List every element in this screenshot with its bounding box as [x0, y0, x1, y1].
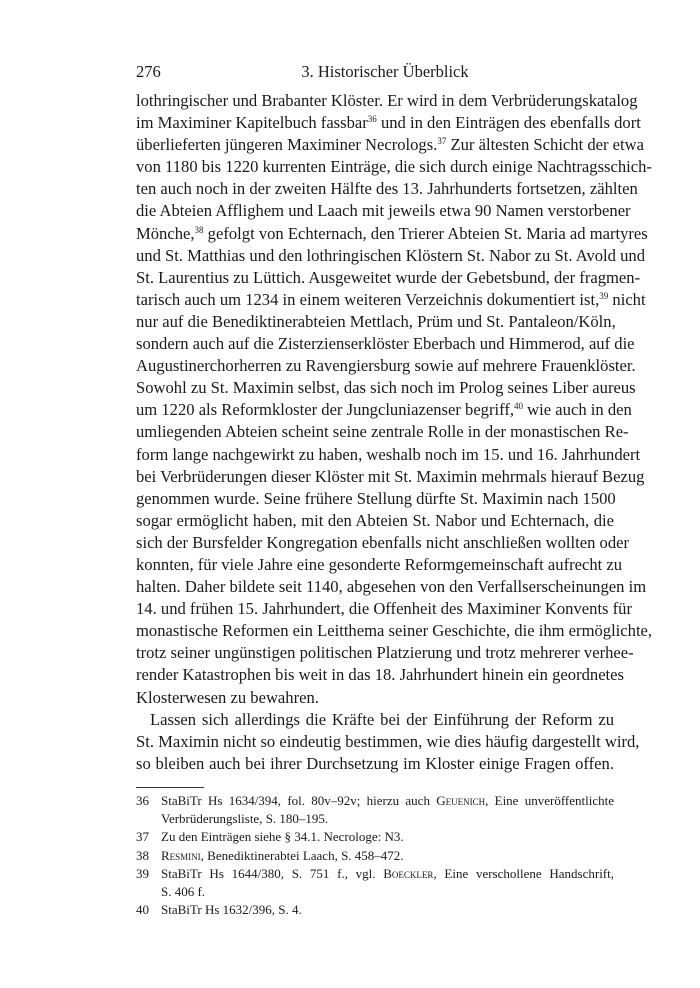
footnote — [136, 792, 614, 828]
text-line: die Abteien Afflighem und Laach mit jeweils etwa 90 Namen verstorbener — [136, 201, 631, 221]
footnote-text: Resmini, Benediktinerabtei Laach, S. 458–472. — [161, 847, 404, 863]
page-number: 276 — [136, 62, 161, 81]
footnote — [136, 828, 614, 846]
author-name: Boeckler — [383, 865, 434, 881]
text-line: überlieferten jüngeren Maximiner Necrologs.$^{37}$ Zur ältesten Schicht der etwa — [136, 135, 645, 155]
author-name: Resmini — [161, 847, 201, 863]
text-line: bei Verbrüderungen dieser Klöster mit St. Maximin mehrmals hierauf Bezug — [136, 466, 645, 486]
footnote-mark: 39 — [599, 290, 609, 301]
footnote-text: Zu den Einträgen siehe § 34.1. Necrologe: N3. — [161, 829, 404, 845]
footnote-number: 39 — [136, 865, 149, 881]
footnote-mark: 36 — [367, 114, 377, 125]
footnote — [136, 865, 614, 901]
text-line: St. Laurentius zu Lüttich. Ausgeweitet wurde der Gebetsbund, der fragmen- — [136, 267, 641, 287]
text-line: konnten, für viele Jahre eine gesonderte Reformgemeinschaft aufrecht zu — [136, 554, 623, 574]
text-line: lothringischer und Brabanter Klöster. Er wird in dem Verbrüderungskatalog — [136, 91, 638, 110]
running-title: 3. Historischer Überblick — [301, 62, 469, 81]
text-line: Sowohl zu St. Maximin selbst, das sich noch im Prolog seines Liber aureus — [136, 378, 636, 398]
footnote — [136, 847, 614, 865]
running-header — [136, 60, 614, 90]
main-text — [136, 90, 653, 775]
text-line: Augustinerchorherren zu Ravengiersburg sowie auf mehrere Frauenklöster. — [136, 356, 636, 376]
text-line: Mönche,$^{38}$ gefolgt von Echternach, den Trierer Abteien St. Maria ad martyres — [136, 223, 648, 243]
footnote-number: 40 — [136, 902, 149, 918]
text-line: Lassen sich allerdings die Kräfte bei der Einführung der Reform zu — [150, 709, 614, 729]
footnote-divider — [136, 787, 204, 788]
text-line: form lange nachgewirkt zu haben, weshalb noch im 15. und 16. Jahrhundert — [136, 444, 641, 464]
footnote — [136, 901, 614, 919]
footnotes — [136, 792, 614, 919]
footnote-text: StaBiTr Hs 1632/396, S. 4. — [161, 902, 302, 918]
footnote-number: 36 — [136, 792, 149, 808]
text-line: sondern auch auf die Zisterzienserklöster Eberbach und Himmerod, auf die — [136, 334, 635, 354]
text-line: umliegenden Abteien scheint seine zentrale Rolle in der monastischen Re- — [136, 422, 629, 442]
text-line: 14. und frühen 15. Jahrhundert, die Offenheit des Maximiner Konvents für — [136, 599, 633, 619]
text-line: St. Maximin nicht so eindeutig bestimmen, wie dies häufig dargestellt wird, — [136, 731, 640, 751]
footnote-number: 38 — [136, 847, 149, 863]
text-line: im Maximiner Kapitelbuch fassbar$^{36}$ und in den Einträgen des ebenfalls dort — [136, 113, 641, 133]
text-line: um 1220 als Reformkloster der Jungcluniazenser begriff,$^{40}$ wie auch in den — [136, 400, 632, 420]
footnote-text: StaBiTr Hs 1634/394, fol. 80v–92v; hierzu auch Geuenich, Eine unveröffentlichte Verbrüderungsliste, S. 180–195. — [161, 792, 614, 827]
text-line: Klosterwesen zu bewahren. — [136, 687, 319, 707]
text-line: sich der Bursfelder Kongregation ebenfalls nicht anschließen wollten oder — [136, 532, 630, 552]
text-line: ten auch noch in der zweiten Hälfte des 13. Jahrhunderts fortsetzen, zählten — [136, 179, 638, 199]
text-line: genommen wurde. Seine frühere Stellung dürfte St. Maximin nach 1500 — [136, 488, 616, 508]
footnote-mark: 37 — [437, 136, 447, 147]
footnote-mark: 38 — [194, 224, 204, 235]
text-line: tarisch auch um 1234 in einem weiteren Verzeichnis dokumentiert ist,$^{39}$ nicht — [136, 289, 646, 309]
text-line: von 1180 bis 1220 kurrenten Einträge, die sich durch einige Nachtragsschich- — [136, 157, 652, 177]
text-line: so bleiben auch bei ihrer Durchsetzung im Kloster einige Fragen offen. — [136, 753, 614, 773]
text-line: halten. Daher bildete seit 1140, abgesehen von den Verfallserscheinungen im — [136, 577, 647, 597]
text-line: trotz seiner ungünstigen politischen Platzierung und trotz mehrerer verhee- — [136, 643, 634, 663]
text-line: und St. Matthias und den lothringischen Klöstern St. Nabor zu St. Avold und — [136, 245, 645, 265]
footnote-mark: 40 — [514, 401, 524, 412]
text-line: nur auf die Benediktinerabteien Mettlach, Prüm und St. Pantaleon/Köln, — [136, 311, 616, 331]
text-line: monastische Reformen ein Leitthema seiner Geschichte, die ihm ermöglichte, — [136, 621, 653, 641]
footnote-text: StaBiTr Hs 1644/380, S. 751 f., vgl. Boeckler, Eine verschollene Handschrift, S. 406 f. — [161, 865, 614, 899]
footnote-number: 37 — [136, 829, 149, 845]
text-line: sogar ermöglicht haben, mit den Abteien St. Nabor und Echternach, die — [136, 510, 614, 530]
author-name: Geuenich — [436, 792, 486, 808]
text-line: render Katastrophen bis weit in das 18. Jahrhundert hinein ein geordnetes — [136, 665, 624, 685]
book-page — [136, 60, 653, 919]
